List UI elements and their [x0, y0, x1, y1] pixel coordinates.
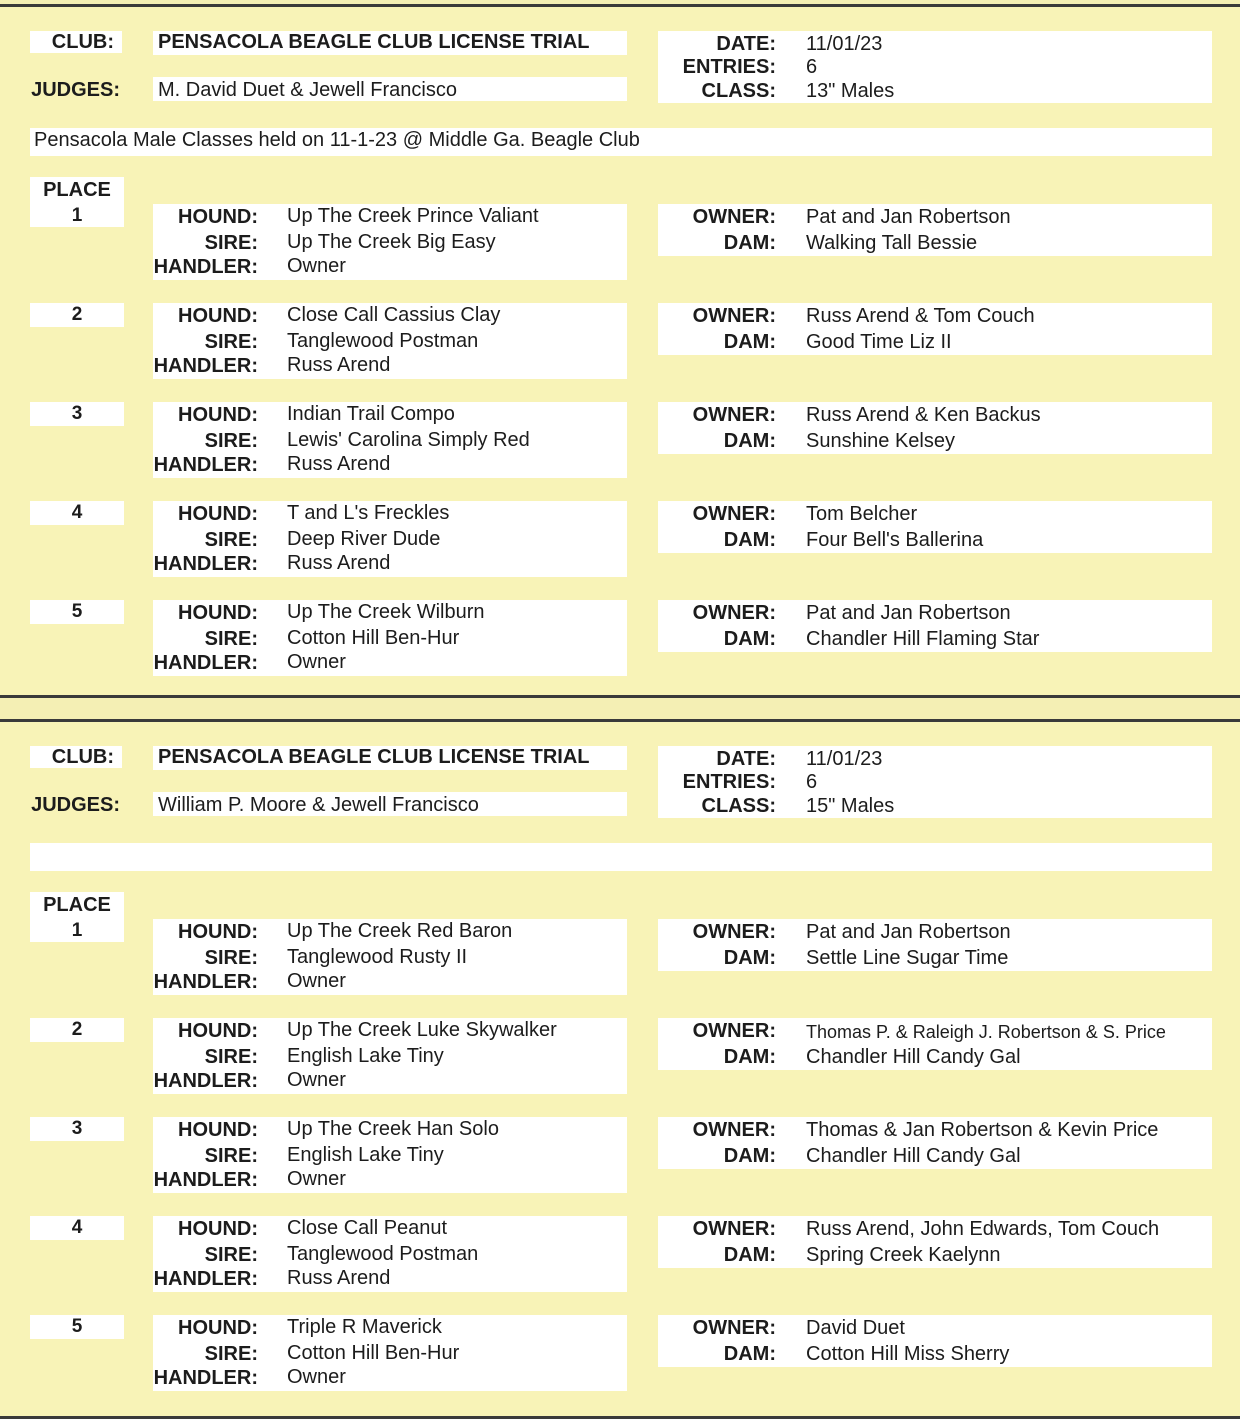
sire-name: Tanglewood Postman [287, 1243, 479, 1265]
owner-name: Tom Belcher [806, 503, 918, 525]
place-number: 4 [71, 502, 83, 523]
sire-label: SIRE: [204, 1145, 258, 1167]
owner-name: Pat and Jan Robertson [806, 206, 1011, 228]
handler-label: HANDLER: [153, 652, 258, 674]
dam-name: Chandler Hill Flaming Star [806, 628, 1040, 650]
dam-name: Chandler Hill Candy Gal [806, 1046, 1021, 1068]
place-number: 3 [71, 1118, 83, 1139]
hound-name: Close Call Peanut [287, 1217, 448, 1239]
owner-label: OWNER: [692, 921, 776, 943]
club-name: PENSACOLA BEAGLE CLUB LICENSE TRIAL [158, 746, 590, 768]
sire-name: English Lake Tiny [287, 1144, 444, 1166]
entries-value: 6 [806, 771, 818, 793]
owner-label: OWNER: [692, 1119, 776, 1141]
dam-name: Cotton Hill Miss Sherry [806, 1343, 1010, 1365]
class-label: CLASS: [701, 80, 776, 102]
owner-label: OWNER: [692, 602, 776, 624]
handler-name: Russ Arend [287, 552, 391, 574]
owner-label: OWNER: [692, 404, 776, 426]
handler-name: Owner [287, 255, 346, 277]
hound-label: HOUND: [178, 1218, 258, 1240]
dam-name: Good Time Liz II [806, 331, 952, 353]
owner-name: Pat and Jan Robertson [806, 921, 1011, 943]
owner-name: Russ Arend & Ken Backus [806, 404, 1041, 426]
dam-label: DAM: [723, 331, 776, 353]
handler-label: HANDLER: [153, 971, 258, 993]
owner-name: Thomas & Jan Robertson & Kevin Price [806, 1119, 1159, 1141]
trial-note: Pensacola Male Classes held on 11-1-23 @ Middle Ga. Beagle Club [34, 129, 640, 151]
dam-name: Settle Line Sugar Time [806, 947, 1009, 969]
sire-name: Lewis' Carolina Simply Red [287, 429, 530, 451]
date-value: 11/01/23 [806, 748, 883, 770]
club-name: PENSACOLA BEAGLE CLUB LICENSE TRIAL [158, 31, 590, 53]
results-card-2 [0, 719, 1240, 1419]
owner-name: Pat and Jan Robertson [806, 602, 1011, 624]
hound-name: Indian Trail Compo [287, 403, 455, 425]
owner-name: Russ Arend & Tom Couch [806, 305, 1035, 327]
place-number: 5 [71, 601, 83, 622]
handler-label: HANDLER: [153, 1169, 258, 1191]
sire-label: SIRE: [204, 1343, 258, 1365]
sire-label: SIRE: [204, 1244, 258, 1266]
handler-name: Owner [287, 1366, 346, 1388]
results-card-1 [0, 4, 1240, 698]
hound-name: T and L's Freckles [287, 502, 450, 524]
place-number: 1 [71, 205, 83, 226]
handler-label: HANDLER: [153, 454, 258, 476]
dam-label: DAM: [723, 1145, 776, 1167]
hound-label: HOUND: [178, 503, 258, 525]
judges-label: JUDGES: [31, 79, 120, 101]
handler-label: HANDLER: [153, 1268, 258, 1290]
hound-name: Up The Creek Luke Skywalker [287, 1019, 557, 1041]
dam-label: DAM: [723, 529, 776, 551]
dam-label: DAM: [723, 430, 776, 452]
handler-name: Russ Arend [287, 354, 391, 376]
class-label: CLASS: [701, 795, 776, 817]
hound-name: Up The Creek Han Solo [287, 1118, 499, 1140]
club-label: CLUB: [51, 746, 114, 768]
hound-label: HOUND: [178, 404, 258, 426]
judges-value: M. David Duet & Jewell Francisco [158, 79, 457, 101]
hound-name: Triple R Maverick [287, 1316, 442, 1338]
dam-label: DAM: [723, 947, 776, 969]
dam-label: DAM: [723, 1343, 776, 1365]
sire-label: SIRE: [204, 331, 258, 353]
entries-value: 6 [806, 56, 818, 78]
dam-label: DAM: [723, 232, 776, 254]
place-number: 5 [71, 1316, 83, 1337]
place-number: 1 [71, 920, 83, 941]
handler-name: Owner [287, 1069, 346, 1091]
hound-label: HOUND: [178, 206, 258, 228]
hound-label: HOUND: [178, 1317, 258, 1339]
place-number: 4 [71, 1217, 83, 1238]
sire-label: SIRE: [204, 1046, 258, 1068]
handler-name: Russ Arend [287, 453, 391, 475]
dam-name: Chandler Hill Candy Gal [806, 1145, 1021, 1167]
handler-name: Owner [287, 970, 346, 992]
judges-label: JUDGES: [31, 794, 120, 816]
date-label: DATE: [716, 748, 776, 770]
note-box [30, 843, 1212, 871]
entries-label: ENTRIES: [682, 56, 776, 78]
owner-label: OWNER: [692, 206, 776, 228]
sire-label: SIRE: [204, 529, 258, 551]
sire-name: Tanglewood Postman [287, 330, 479, 352]
handler-name: Owner [287, 651, 346, 673]
handler-label: HANDLER: [153, 553, 258, 575]
sire-name: Tanglewood Rusty II [287, 946, 468, 968]
owner-label: OWNER: [692, 1020, 776, 1042]
sire-name: Up The Creek Big Easy [287, 231, 496, 253]
hound-label: HOUND: [178, 1119, 258, 1141]
owner-label: OWNER: [692, 1317, 776, 1339]
sire-label: SIRE: [204, 232, 258, 254]
judges-value: William P. Moore & Jewell Francisco [158, 794, 479, 816]
class-value: 15" Males [806, 795, 895, 817]
handler-name: Russ Arend [287, 1267, 391, 1289]
owner-name: Thomas P. & Raleigh J. Robertson & S. Price [806, 1022, 1166, 1042]
hound-name: Up The Creek Wilburn [287, 601, 485, 623]
hound-label: HOUND: [178, 305, 258, 327]
hound-label: HOUND: [178, 602, 258, 624]
hound-name: Up The Creek Red Baron [287, 920, 513, 942]
date-label: DATE: [716, 33, 776, 55]
owner-name: Russ Arend, John Edwards, Tom Couch [806, 1218, 1160, 1240]
owner-label: OWNER: [692, 503, 776, 525]
club-label: CLUB: [51, 31, 114, 53]
handler-label: HANDLER: [153, 355, 258, 377]
sire-name: English Lake Tiny [287, 1045, 444, 1067]
dam-name: Four Bell's Ballerina [806, 529, 984, 551]
place-number: 2 [71, 304, 83, 325]
sire-name: Cotton Hill Ben-Hur [287, 1342, 460, 1364]
dam-label: DAM: [723, 1244, 776, 1266]
dam-name: Sunshine Kelsey [806, 430, 955, 452]
class-value: 13" Males [806, 80, 895, 102]
handler-name: Owner [287, 1168, 346, 1190]
sire-label: SIRE: [204, 430, 258, 452]
handler-label: HANDLER: [153, 1070, 258, 1092]
dam-label: DAM: [723, 1046, 776, 1068]
hound-name: Up The Creek Prince Valiant [287, 205, 539, 227]
handler-label: HANDLER: [153, 1367, 258, 1389]
hound-label: HOUND: [178, 921, 258, 943]
dam-name: Walking Tall Bessie [806, 232, 978, 254]
place-number: 3 [71, 403, 83, 424]
owner-label: OWNER: [692, 305, 776, 327]
sire-name: Deep River Dude [287, 528, 441, 550]
place-header: PLACE [43, 179, 111, 201]
sire-label: SIRE: [204, 628, 258, 650]
handler-label: HANDLER: [153, 256, 258, 278]
hound-name: Close Call Cassius Clay [287, 304, 501, 326]
place-header: PLACE [43, 894, 111, 916]
dam-label: DAM: [723, 628, 776, 650]
owner-label: OWNER: [692, 1218, 776, 1240]
place-number: 2 [71, 1019, 83, 1040]
date-value: 11/01/23 [806, 33, 883, 55]
entries-label: ENTRIES: [682, 771, 776, 793]
hound-label: HOUND: [178, 1020, 258, 1042]
dam-name: Spring Creek Kaelynn [806, 1244, 1001, 1266]
owner-name: David Duet [806, 1317, 905, 1339]
sire-name: Cotton Hill Ben-Hur [287, 627, 460, 649]
sire-label: SIRE: [204, 947, 258, 969]
